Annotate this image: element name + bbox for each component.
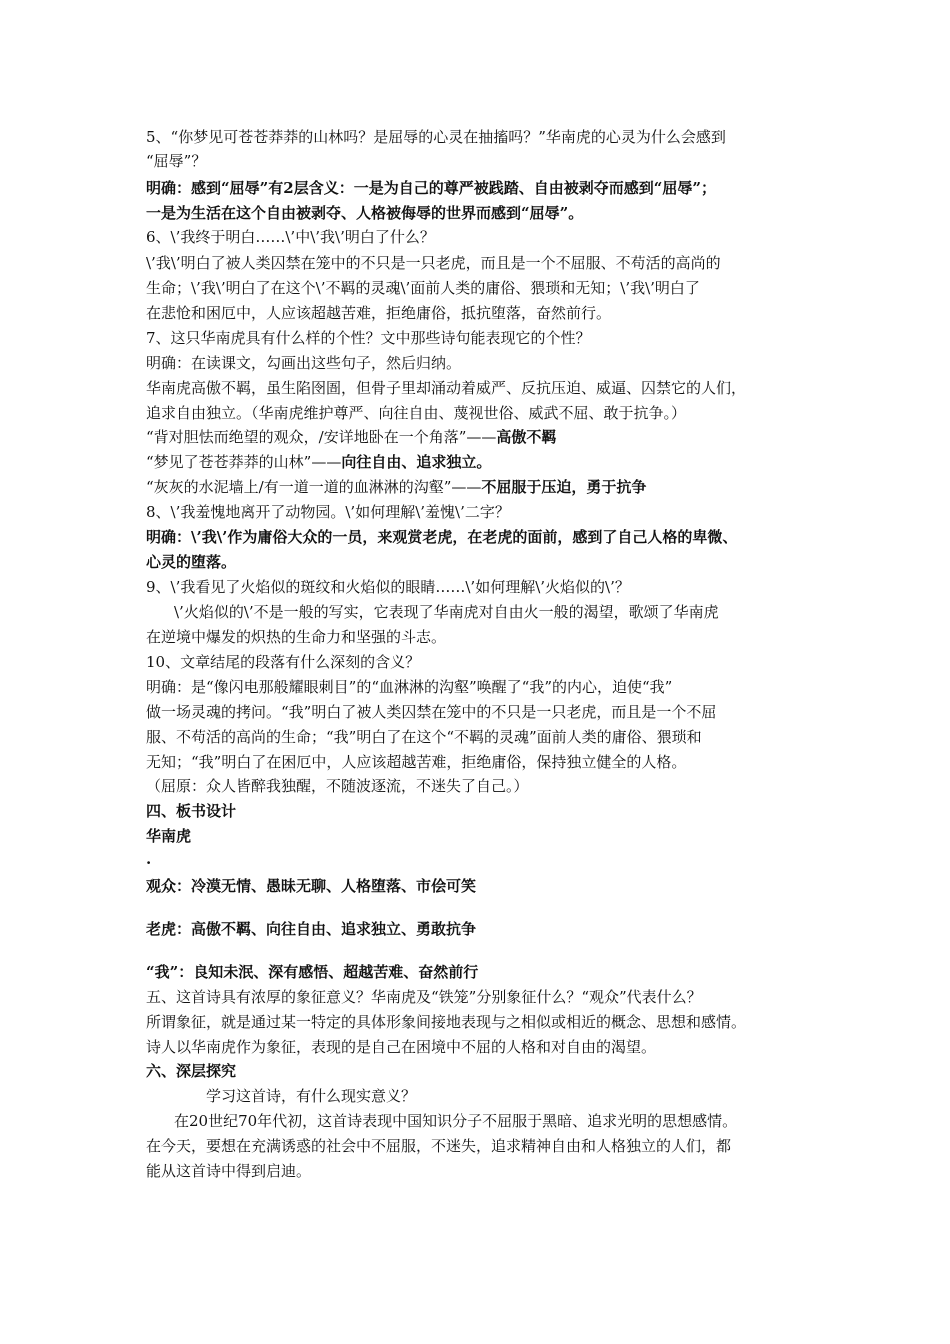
explore-question: 学习这首诗，有什么现实意义？ (206, 1087, 417, 1105)
quote-comment: 高傲不羁 (496, 428, 557, 446)
board-tiger: 老虎：高傲不羁、向往自由、追求独立、勇敢抗争 (146, 920, 477, 938)
question-7: 7、这只华南虎具有什么样的个性？文中那些诗句能表现它的个性？ (146, 329, 591, 347)
quote-text: “背对胆怯而绝望的观众，/安详地卧在一个角落”—— (146, 428, 497, 446)
board-title: 华南虎 (146, 827, 192, 845)
answer-5-line-1: 明确：感到“屈辱”有2层含义：一是为自己的尊严被践踏、自由被剥夺而感到“屈辱”； (146, 179, 716, 197)
quote-comment: 向往自由、追求独立。 (341, 453, 492, 471)
question-5-line-1: 5、“你梦见可苍苍莽莽的山林吗？是屈辱的心灵在抽搐吗？”华南虎的心灵为什么会感到 (146, 128, 726, 146)
explore-answer-line-1: 在20世纪70年代初，这首诗表现中国知识分子不屈服于黑暗、追求光明的思想感情。 (174, 1112, 738, 1130)
symbol-answer-line-2: 诗人以华南虎作为象征，表现的是自己在困境中不屈的人格和对自由的渴望。 (146, 1038, 657, 1056)
poem-quote-2 (146, 451, 491, 473)
explore-answer-line-3: 能从这首诗中得到启迪。 (146, 1162, 312, 1180)
answer-10-line-4: 无知；“我”明白了在困厄中，人应该超越苦难，拒绝庸俗，保持独立健全的人格。 (146, 753, 687, 771)
question-6: 6、\’我终于明白……\’中\’我\’明白了什么？ (146, 228, 435, 246)
answer-9-line-1: \’火焰似的\’不是一般的写实，它表现了华南虎对自由火一般的渴望，歌颂了华南虎 (174, 603, 719, 621)
answer-7-line-1: 明确：在读课文，勾画出这些句子，然后归纳。 (146, 354, 462, 372)
answer-7-line-2: 华南虎高傲不羁，虽生陷囹圄，但骨子里却涌动着威严、反抗压迫、威逼、囚禁它的人们， (146, 379, 747, 397)
answer-10-line-3: 服、不苟活的高尚的生命；“我”明白了在这个“不羁的灵魂”面前人类的庸俗、猥琐和 (146, 728, 702, 746)
answer-8-line-2: 心灵的堕落。 (146, 553, 237, 571)
quote-text: “梦见了苍苍莽莽的山林”—— (146, 453, 342, 471)
question-8: 8、\’我羞愧地离开了动物园。\’如何理解\’羞愧\’二字？ (146, 503, 510, 521)
answer-6-line-3: 在悲怆和困厄中，人应该超越苦难，拒绝庸俗，抵抗堕落，奋然前行。 (146, 304, 612, 322)
board-audience: 观众：冷漠无情、愚昧无聊、人格堕落、市侩可笑 (146, 877, 477, 895)
answer-5-line-2: 一是为生活在这个自由被剥夺、人格被侮辱的世界而感到“屈辱”。 (146, 204, 584, 222)
section-heading-4: 四、板书设计 (146, 802, 237, 820)
question-5-line-2: “屈辱”？ (146, 152, 207, 170)
answer-6-line-2: 生命；\’我\’明白了在这个\’不羁的灵魂\’面前人类的庸俗、猥琐和无知；\’我\’明白了 (146, 279, 700, 297)
symbol-answer-line-1: 所谓象征，就是通过某一特定的具体形象间接地表现与之相似或相近的概念、思想和感情。 (146, 1013, 747, 1031)
quote-comment: 不屈服于压迫，勇于抗争 (481, 478, 647, 496)
answer-10-line-1: 明确：是“像闪电那般耀眼刺目”的“血淋淋的沟壑”唤醒了“我”的内心，迫使“我” (146, 678, 673, 696)
answer-7-line-3: 追求自由独立。（华南虎维护尊严、向往自由、蔑视世俗、威武不屈、敢于抗争。） (146, 404, 687, 422)
poem-quote-3 (146, 476, 646, 498)
answer-10-note: （屈原：众人皆醉我独醒，不随波逐流，不迷失了自己。） (146, 777, 529, 795)
section-heading-6: 六、深层探究 (146, 1062, 237, 1080)
board-me: “我”：良知未泯、深有感悟、超越苦难、奋然前行 (146, 963, 479, 981)
quote-text: “灰灰的水泥墙上/有一道一道的血淋淋的沟壑”—— (146, 478, 482, 496)
question-10: 10、文章结尾的段落有什么深刻的含义？ (146, 653, 421, 671)
explore-answer-line-2: 在今天，要想在充满诱惑的社会中不屈服，不迷失，追求精神自由和人格独立的人们，都 (146, 1137, 732, 1155)
answer-8-line-1: 明确：\’我\’作为庸俗大众的一员，来观赏老虎，在老虎的面前，感到了自己人格的卑微、 (146, 528, 738, 546)
answer-10-line-2: 做一场灵魂的拷问。“我”明白了被人类囚禁在笼中的不只是一只老虎，而且是一个不屈 (146, 703, 717, 721)
answer-9-line-2: 在逆境中爆发的炽热的生命力和坚强的斗志。 (146, 628, 447, 646)
question-5-symbol: 五、这首诗具有浓厚的象征意义？华南虎及“铁笼”分别象征什么？“观众”代表什么？ (146, 988, 702, 1006)
answer-6-line-1: \’我\’明白了被人类囚禁在笼中的不只是一只老虎，而且是一个不屈服、不苟活的高尚的 (146, 254, 721, 272)
poem-quote-1 (146, 426, 556, 448)
board-dot: . (146, 850, 152, 868)
question-9: 9、\’我看见了火焰似的斑纹和火焰似的眼睛……\’如何理解\’火焰似的\’？ (146, 578, 630, 596)
